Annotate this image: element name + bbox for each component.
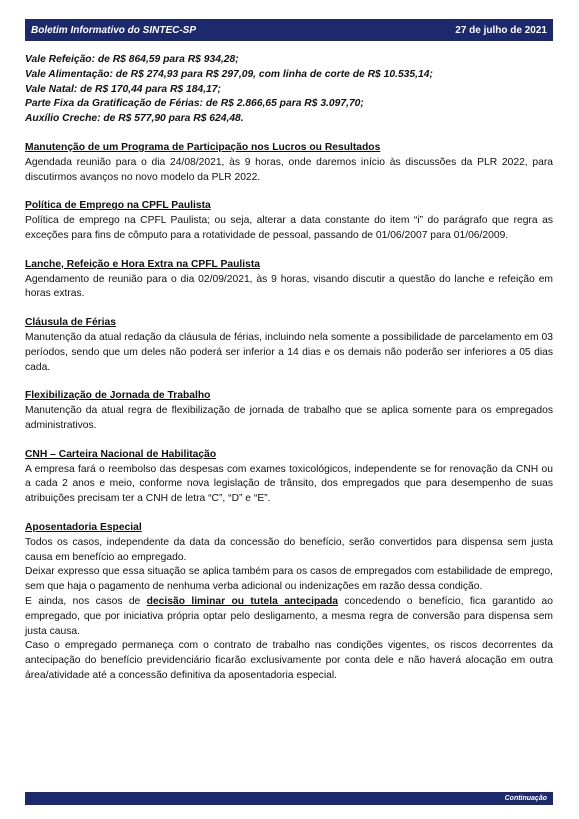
section-paragraph: Deixar expresso que essa situação se aplica também para os casos de empregados com estabilidade de emprego, sem que haja o pagamento de nenhuma verba adicional ou indenizações em razão dessa condição. [25,566,553,593]
section-title: Manutenção de um Programa de Participação nos Lucros ou Resultados [25,141,381,153]
section-title: Lanche, Refeição e Hora Extra na CPFL Paulista [25,258,261,270]
section-clausula-ferias [25,316,553,375]
benefit-values-list [25,53,553,127]
document-body [25,53,553,684]
emphasis-text: decisão liminar ou tutela antecipada [146,595,338,607]
section-paragraph: Caso o empregado permaneça com o contrato de trabalho nas condições vigentes, os riscos decorrentes da antecipação do benefício previdenciário ficarão exclusivamente por conta dele e não haverá alocação em outra área/atividade até a concessão definitiva da aposentadoria especial. [25,640,553,681]
section-cnh [25,448,553,507]
section-politica-emprego [25,199,553,243]
section-flexibilizacao-jornada [25,389,553,433]
section-text: Agendada reunião para o dia 24/08/2021, às 9 horas, onde daremos início às discussões da PLR 2022, para discutirmos avanços no novo modelo da PLR 2022. [25,156,553,183]
footer-bar [25,792,553,805]
section-text: Política de emprego na CPFL Paulista; ou seja, alterar a data constante do item “i” do parágrafo que regra as exceções para fins de cômputo para a rotatividade de pessoal, passando de 01/06/2007 para 01/06/2009. [25,215,553,241]
section-text: Manutenção da atual redação da cláusula de férias, incluindo nela somente a possibilidade de parcelamento em 03 períodos, sendo que um deles não poderá ser inferior a 14 dias e os demais não poderão ser inferiores a 05 dias cada. [25,331,553,373]
continuation-label: Continuação [504,795,547,802]
newsletter-date: 27 de julho de 2021 [455,24,547,36]
value-auxilio-creche: Auxílio Creche: de R$ 577,90 para R$ 624,48. [25,113,244,125]
section-title: CNH – Carteira Nacional de Habilitação [25,448,217,460]
section-lanche-refeicao [25,258,553,302]
section-title: Cláusula de Férias [25,317,116,329]
section-text: A empresa fará o reembolso das despesas com exames toxicológicos, independente se for renovação da CNH ou a cada 2 anos e meio, conforme nova legislação de trânsito, dos empregados que para desempenho de suas atribuições precisam ter a CNH de letra “C”, “D” e “E”. [25,463,553,505]
value-vale-alimentacao: Vale Alimentação: de R$ 274,93 para R$ 297,09, com linha de corte de R$ 10.535,14; [25,68,433,80]
section-plr [25,141,553,185]
value-vale-natal: Vale Natal: de R$ 170,44 para R$ 184,17; [25,83,221,95]
paragraph-text: concedendo o benefício, fica garantido ao empregado, que por iniciativa própria optar pelo desligamento, a mesma regra de conversão para dispensa sem justa causa. [25,595,553,637]
paragraph-text: E ainda, nos casos de [25,595,147,607]
section-title: Aposentadoria Especial [25,521,142,533]
section-title: Flexibilização de Jornada de Trabalho [25,390,211,402]
newsletter-title: Boletim Informativo do SINTEC-SP [31,24,197,36]
section-paragraph [25,595,553,639]
header-bar [25,19,553,41]
value-gratificacao-ferias: Parte Fixa da Gratificação de Férias: de R$ 2.866,65 para R$ 3.097,70; [25,98,364,110]
section-title: Política de Emprego na CPFL Paulista [25,200,211,212]
section-paragraph: Todos os casos, independente da data da concessão do benefício, serão convertidos para dispensa sem justa causa em benefício ao empregado. [25,536,553,563]
value-vale-refeicao: Vale Refeição: de R$ 864,59 para R$ 934,28; [25,54,239,65]
section-text: Manutenção da atual regra de flexibilização de jornada de trabalho que se aplica somente para os empregados administrativos. [25,405,553,431]
section-text: Agendamento de reunião para o dia 02/09/2021, às 9 horas, visando discutir a questão do lanche e refeição em horas extras. [25,273,553,300]
section-aposentadoria-especial [25,521,553,684]
